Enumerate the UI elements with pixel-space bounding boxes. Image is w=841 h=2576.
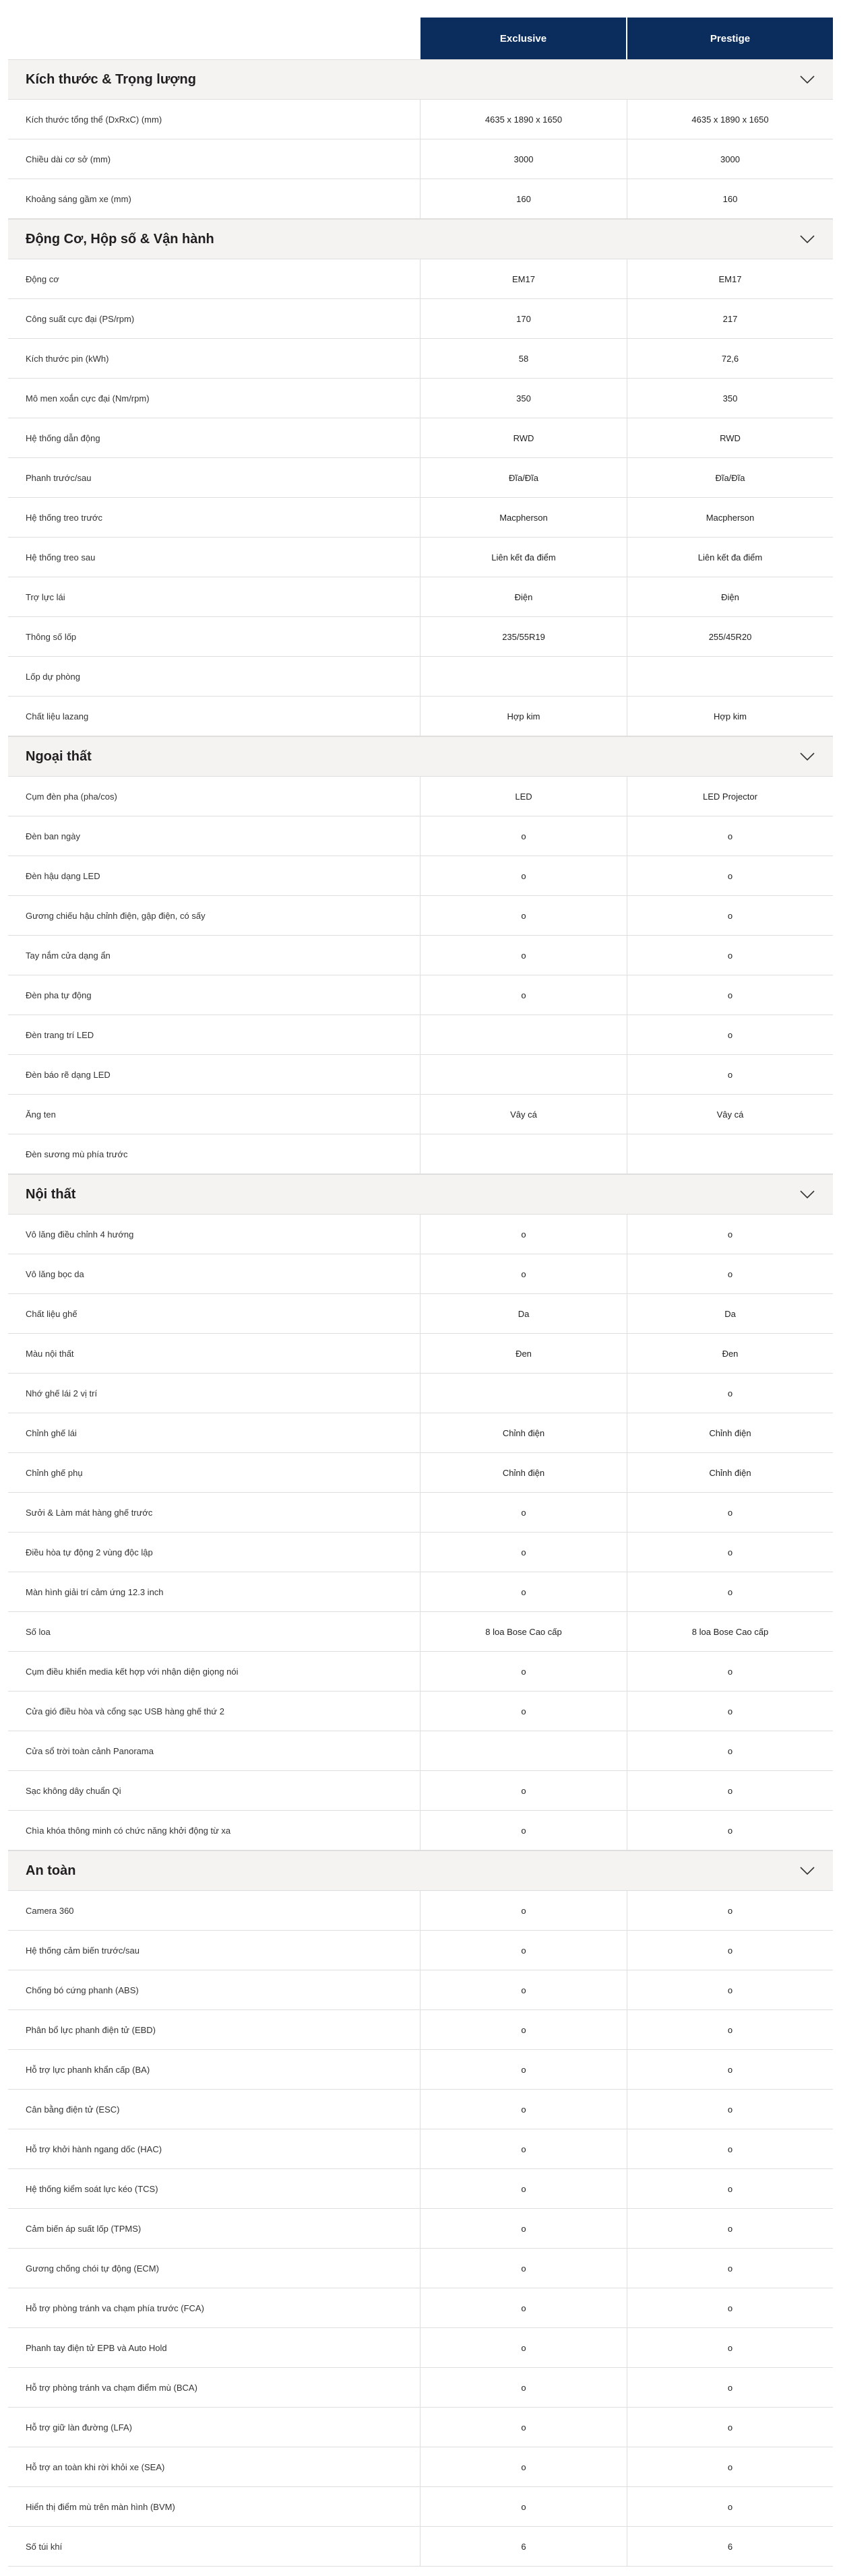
spec-row: [8, 1413, 833, 1453]
spec-row: [8, 1334, 833, 1374]
spec-value-prestige: 255/45R20: [627, 617, 833, 656]
spec-row: [8, 2368, 833, 2408]
spec-value-prestige: 350: [627, 379, 833, 418]
spec-value-exclusive: o: [521, 1985, 526, 1995]
spec-value-prestige: o: [627, 856, 833, 895]
spec-row: [8, 299, 833, 339]
spec-value-prestige: 6: [627, 2527, 833, 2566]
spec-value-prestige: [627, 657, 833, 696]
spec-value-exclusive: o: [521, 1706, 526, 1716]
spec-value-exclusive: o: [521, 1268, 526, 1279]
spec-value-exclusive: o: [521, 2501, 526, 2512]
spec-value-exclusive: LED: [515, 791, 532, 802]
spec-value-prestige: 72,6: [627, 339, 833, 378]
spec-value-prestige: Điện: [627, 577, 833, 616]
spec-label: Hỗ trợ khởi hành ngang dốc (HAC): [8, 2129, 421, 2168]
spec-row: [8, 1652, 833, 1692]
spec-label: Công suất cực đại (PS/rpm): [8, 299, 421, 338]
spec-label: Đèn hậu dạng LED: [8, 856, 421, 895]
spec-row: [8, 2050, 833, 2090]
spec-section: [8, 59, 833, 219]
spec-value-prestige: o: [627, 1533, 833, 1572]
spec-section: [8, 219, 833, 736]
spec-row: [8, 975, 833, 1015]
spec-value-prestige: o: [627, 1771, 833, 1810]
spec-row: [8, 379, 833, 418]
spec-row: [8, 2129, 833, 2169]
spec-label: Chỉnh ghế lái: [8, 1413, 421, 1452]
spec-row: [8, 259, 833, 299]
spec-label: Hệ thống treo trước: [8, 498, 421, 537]
spec-row: [8, 2010, 833, 2050]
spec-row: [8, 1931, 833, 1970]
spec-row: [8, 1134, 833, 1174]
spec-label: Thông số lốp: [8, 617, 421, 656]
spec-row: [8, 2447, 833, 2487]
spec-value-exclusive: Đĩa/Đĩa: [508, 472, 539, 483]
spec-value-exclusive: o: [521, 870, 526, 881]
spec-row: [8, 1533, 833, 1572]
spec-label: Hỗ trợ phòng tránh va chạm điểm mù (BCA): [8, 2368, 421, 2407]
spec-row: [8, 816, 833, 856]
spec-label: Tay nắm cửa dạng ẩn: [8, 936, 421, 975]
spec-value-exclusive: o: [521, 2024, 526, 2035]
spec-value-prestige: o: [627, 1374, 833, 1413]
spec-label: Sưởi & Làm mát hàng ghế trước: [8, 1493, 421, 1532]
spec-value-prestige: LED Projector: [627, 777, 833, 816]
spec-row: [8, 1731, 833, 1771]
spec-value-exclusive: [421, 1134, 627, 1173]
spec-row: [8, 2487, 833, 2527]
spec-label: Đèn pha tự động: [8, 975, 421, 1015]
section-header-toggle[interactable]: [8, 1851, 833, 1891]
spec-label: Gương chống chói tự động (ECM): [8, 2249, 421, 2288]
spec-value-prestige: o: [627, 816, 833, 856]
section-title: Kích thước & Trọng lượng: [26, 71, 196, 87]
spec-value-exclusive: 6: [521, 2541, 526, 2552]
chevron-down-icon[interactable]: [799, 1862, 816, 1879]
spec-value-prestige: o: [627, 2368, 833, 2407]
spec-label: Khoảng sáng gầm xe (mm): [8, 179, 421, 218]
spec-row: [8, 856, 833, 896]
spec-value-prestige: o: [627, 2487, 833, 2526]
spec-label: Phanh tay điện tử EPB và Auto Hold: [8, 2328, 421, 2367]
spec-value-exclusive: [421, 1374, 627, 1413]
spec-value-prestige: Chỉnh điện: [627, 1453, 833, 1492]
spec-label: Hệ thống cảm biến trước/sau: [8, 1931, 421, 1970]
spec-value-prestige: o: [627, 2050, 833, 2089]
spec-value-exclusive: o: [521, 1507, 526, 1518]
spec-row: [8, 1254, 833, 1294]
spec-row: [8, 1294, 833, 1334]
spec-label: Động cơ: [8, 259, 421, 298]
spec-value-exclusive: [421, 1015, 627, 1054]
spec-value-prestige: 217: [627, 299, 833, 338]
spec-sections: [8, 59, 833, 2567]
spec-label: Số loa: [8, 1612, 421, 1651]
spec-value-prestige: o: [627, 2169, 833, 2208]
spec-value-exclusive: EM17: [512, 273, 535, 284]
spec-row: [8, 100, 833, 139]
spec-value-prestige: Đen: [627, 1334, 833, 1373]
spec-value-prestige: o: [627, 936, 833, 975]
spec-value-exclusive: 4635 x 1890 x 1650: [485, 114, 563, 125]
spec-value-exclusive: Liên kết đa điểm: [491, 552, 556, 562]
section-title: Động Cơ, Hộp số & Vận hành: [26, 231, 214, 247]
spec-value-exclusive: o: [521, 2382, 526, 2393]
spec-label: Cửa gió điều hòa và cổng sạc USB hàng ghế thứ 2: [8, 1692, 421, 1731]
spec-value-prestige: o: [627, 1215, 833, 1254]
spec-label: Cảm biến áp suất lốp (TPMS): [8, 2209, 421, 2248]
table-header: [8, 0, 833, 59]
spec-label: Hệ thống dẫn động: [8, 418, 421, 457]
spec-label: Hiển thị điểm mù trên màn hình (BVM): [8, 2487, 421, 2526]
spec-label: Cụm đèn pha (pha/cos): [8, 777, 421, 816]
spec-row: [8, 1374, 833, 1413]
spec-value-prestige: o: [627, 1493, 833, 1532]
spec-value-exclusive: o: [521, 2303, 526, 2313]
spec-row: [8, 936, 833, 975]
spec-row: [8, 2169, 833, 2209]
spec-label: Đèn báo rẽ dạng LED: [8, 1055, 421, 1094]
spec-row: [8, 697, 833, 736]
spec-value-prestige: o: [627, 2209, 833, 2248]
spec-value-prestige: o: [627, 1254, 833, 1293]
spec-value-prestige: 8 loa Bose Cao cấp: [627, 1612, 833, 1651]
spec-label: Lốp dự phòng: [8, 657, 421, 696]
spec-row: [8, 1572, 833, 1612]
chevron-down-icon[interactable]: [799, 1186, 816, 1203]
spec-label: Hỗ trợ lực phanh khẩn cấp (BA): [8, 2050, 421, 2089]
spec-value-exclusive: 350: [516, 393, 531, 404]
spec-value-prestige: o: [627, 1055, 833, 1094]
spec-label: Phân bổ lực phanh điện tử (EBD): [8, 2010, 421, 2049]
spec-value-prestige: o: [627, 896, 833, 935]
spec-value-exclusive: Đen: [516, 1348, 532, 1359]
spec-row: [8, 1493, 833, 1533]
chevron-down-icon[interactable]: [799, 230, 816, 248]
spec-label: Cụm điều khiển media kết hợp với nhận diện giọng nói: [8, 1652, 421, 1691]
spec-value-prestige: Da: [627, 1294, 833, 1333]
spec-value-prestige: Macpherson: [627, 498, 833, 537]
column-header-prestige: Prestige: [626, 18, 833, 59]
spec-row: [8, 617, 833, 657]
spec-value-prestige: o: [627, 2328, 833, 2367]
spec-label: Chất liệu ghế: [8, 1294, 421, 1333]
spec-row: [8, 777, 833, 816]
spec-value-exclusive: o: [521, 2064, 526, 2075]
spec-value-prestige: o: [627, 1970, 833, 2009]
spec-value-exclusive: o: [521, 910, 526, 921]
spec-value-prestige: Vây cá: [627, 1095, 833, 1134]
spec-row: [8, 458, 833, 498]
spec-row: [8, 657, 833, 697]
section-title: Ngoại thất: [26, 748, 92, 764]
spec-value-exclusive: o: [521, 990, 526, 1000]
spec-value-exclusive: o: [521, 2263, 526, 2274]
spec-value-exclusive: o: [521, 2144, 526, 2154]
spec-label: Kích thước tổng thể (DxRxC) (mm): [8, 100, 421, 139]
spec-value-exclusive: o: [521, 831, 526, 841]
spec-row: [8, 896, 833, 936]
spec-row: [8, 1453, 833, 1493]
spec-value-exclusive: 8 loa Bose Cao cấp: [485, 1626, 562, 1637]
spec-label: Đèn trang trí LED: [8, 1015, 421, 1054]
spec-value-prestige: o: [627, 1652, 833, 1691]
spec-label: Cân bằng điện tử (ESC): [8, 2090, 421, 2129]
spec-label: Hỗ trợ an toàn khi rời khỏi xe (SEA): [8, 2447, 421, 2486]
spec-value-prestige: o: [627, 2010, 833, 2049]
spec-value-exclusive: o: [521, 1905, 526, 1916]
spec-row: [8, 2090, 833, 2129]
spec-label: Chìa khóa thông minh có chức năng khởi động từ xa: [8, 1811, 421, 1850]
spec-label: Số túi khí: [8, 2527, 421, 2566]
spec-value-prestige: Chỉnh điện: [627, 1413, 833, 1452]
spec-value-exclusive: Da: [518, 1308, 530, 1319]
section-title: Nội thất: [26, 1186, 76, 1202]
spec-value-exclusive: o: [521, 1666, 526, 1677]
spec-row: [8, 2328, 833, 2368]
chevron-down-icon[interactable]: [799, 71, 816, 88]
spec-label: Ăng ten: [8, 1095, 421, 1134]
spec-label: Hỗ trợ giữ làn đường (LFA): [8, 2408, 421, 2447]
spec-value-exclusive: Hợp kim: [507, 711, 540, 721]
spec-value-exclusive: o: [521, 1945, 526, 1956]
spec-value-exclusive: [421, 1055, 627, 1094]
spec-value-exclusive: Vây cá: [510, 1109, 537, 1120]
spec-label: Màn hình giải trí cảm ứng 12.3 inch: [8, 1572, 421, 1611]
spec-row: [8, 339, 833, 379]
spec-value-exclusive: 160: [516, 193, 531, 204]
spec-value-prestige: 3000: [627, 139, 833, 179]
spec-value-prestige: o: [627, 2288, 833, 2327]
spec-value-prestige: [627, 1134, 833, 1173]
spec-value-prestige: o: [627, 2447, 833, 2486]
spec-row: [8, 1811, 833, 1850]
spec-row: [8, 538, 833, 577]
spec-row: [8, 577, 833, 617]
spec-value-exclusive: Macpherson: [499, 512, 548, 523]
spec-comparison-table: [8, 0, 833, 2567]
spec-label: Vô lăng điều chỉnh 4 hướng: [8, 1215, 421, 1254]
spec-label: Đèn ban ngày: [8, 816, 421, 856]
spec-value-prestige: o: [627, 1015, 833, 1054]
spec-label: Chiều dài cơ sở (mm): [8, 139, 421, 179]
spec-value-exclusive: o: [521, 1586, 526, 1597]
spec-row: [8, 1771, 833, 1811]
spec-value-exclusive: o: [521, 1547, 526, 1557]
spec-label: Đèn sương mù phía trước: [8, 1134, 421, 1173]
spec-row: [8, 1692, 833, 1731]
section-header-toggle[interactable]: [8, 1175, 833, 1215]
spec-label: Hệ thống treo sau: [8, 538, 421, 577]
spec-label: Kích thước pin (kWh): [8, 339, 421, 378]
spec-value-prestige: Liên kết đa điểm: [627, 538, 833, 577]
spec-value-prestige: o: [627, 1572, 833, 1611]
spec-row: [8, 1970, 833, 2010]
spec-row: [8, 1055, 833, 1095]
spec-value-prestige: o: [627, 1931, 833, 1970]
spec-value-prestige: o: [627, 1692, 833, 1731]
spec-row: [8, 2209, 833, 2249]
section-title: An toàn: [26, 1863, 76, 1878]
spec-value-prestige: o: [627, 2249, 833, 2288]
spec-label: Điều hòa tự động 2 vùng độc lập: [8, 1533, 421, 1572]
spec-value-exclusive: o: [521, 2183, 526, 2194]
spec-label: Nhớ ghế lái 2 vị trí: [8, 1374, 421, 1413]
spec-value-prestige: Hợp kim: [627, 697, 833, 736]
spec-row: [8, 2527, 833, 2567]
spec-label: Mô men xoắn cực đại (Nm/rpm): [8, 379, 421, 418]
spec-value-exclusive: 170: [516, 313, 531, 324]
spec-value-exclusive: o: [521, 1825, 526, 1836]
spec-row: [8, 1095, 833, 1134]
spec-value-exclusive: o: [521, 2461, 526, 2472]
column-header-exclusive: Exclusive: [419, 18, 626, 59]
spec-label: Hỗ trợ phòng tránh va chạm phía trước (FCA): [8, 2288, 421, 2327]
spec-section: [8, 736, 833, 1174]
spec-value-exclusive: o: [521, 2223, 526, 2234]
spec-value-exclusive: o: [521, 950, 526, 961]
spec-value-exclusive: o: [521, 2422, 526, 2433]
spec-value-prestige: o: [627, 2408, 833, 2447]
spec-value-prestige: EM17: [627, 259, 833, 298]
spec-row: [8, 498, 833, 538]
spec-row: [8, 1612, 833, 1652]
spec-label: Phanh trước/sau: [8, 458, 421, 497]
spec-value-prestige: o: [627, 2090, 833, 2129]
spec-label: Chất liệu lazang: [8, 697, 421, 736]
spec-value-exclusive: RWD: [513, 432, 534, 443]
spec-section: [8, 1850, 833, 2567]
spec-section: [8, 1174, 833, 1850]
spec-value-prestige: 160: [627, 179, 833, 218]
spec-value-prestige: RWD: [627, 418, 833, 457]
spec-value-exclusive: 58: [518, 353, 529, 364]
spec-label: Cửa sổ trời toàn cảnh Panorama: [8, 1731, 421, 1770]
spec-value-prestige: o: [627, 1811, 833, 1850]
spec-label: Chỉnh ghế phụ: [8, 1453, 421, 1492]
spec-label: Sạc không dây chuẩn Qi: [8, 1771, 421, 1810]
spec-value-prestige: o: [627, 2129, 833, 2168]
spec-value-exclusive: Điện: [514, 591, 533, 602]
spec-row: [8, 2249, 833, 2288]
spec-value-exclusive: [421, 657, 627, 696]
header-spacer: [8, 18, 419, 59]
spec-label: Màu nội thất: [8, 1334, 421, 1373]
spec-value-prestige: Đĩa/Đĩa: [627, 458, 833, 497]
spec-value-exclusive: 3000: [513, 154, 534, 164]
spec-row: [8, 179, 833, 219]
spec-value-exclusive: o: [521, 2104, 526, 2115]
spec-value-prestige: o: [627, 975, 833, 1015]
spec-value-prestige: o: [627, 1731, 833, 1770]
section-header-toggle[interactable]: [8, 220, 833, 259]
chevron-down-icon[interactable]: [799, 748, 816, 765]
spec-row: [8, 2408, 833, 2447]
spec-value-prestige: 4635 x 1890 x 1650: [627, 100, 833, 139]
spec-value-exclusive: Chỉnh điện: [502, 1427, 545, 1438]
spec-value-exclusive: o: [521, 1785, 526, 1796]
spec-row: [8, 1891, 833, 1931]
section-header-toggle[interactable]: [8, 737, 833, 777]
spec-row: [8, 139, 833, 179]
spec-value-exclusive: o: [521, 2342, 526, 2353]
spec-label: Trợ lực lái: [8, 577, 421, 616]
spec-value-exclusive: Chỉnh điện: [502, 1467, 545, 1478]
spec-value-exclusive: 235/55R19: [502, 631, 545, 642]
spec-row: [8, 418, 833, 458]
spec-label: Vô lăng bọc da: [8, 1254, 421, 1293]
spec-row: [8, 1215, 833, 1254]
spec-value-exclusive: o: [521, 1229, 526, 1239]
spec-value-exclusive: [421, 1731, 627, 1770]
spec-row: [8, 1015, 833, 1055]
spec-value-prestige: o: [627, 1891, 833, 1930]
section-header-toggle[interactable]: [8, 60, 833, 100]
spec-row: [8, 2288, 833, 2328]
spec-label: Camera 360: [8, 1891, 421, 1930]
spec-label: Gương chiếu hậu chỉnh điện, gập điện, có sấy: [8, 896, 421, 935]
spec-label: Chống bó cứng phanh (ABS): [8, 1970, 421, 2009]
spec-label: Hệ thống kiểm soát lực kéo (TCS): [8, 2169, 421, 2208]
